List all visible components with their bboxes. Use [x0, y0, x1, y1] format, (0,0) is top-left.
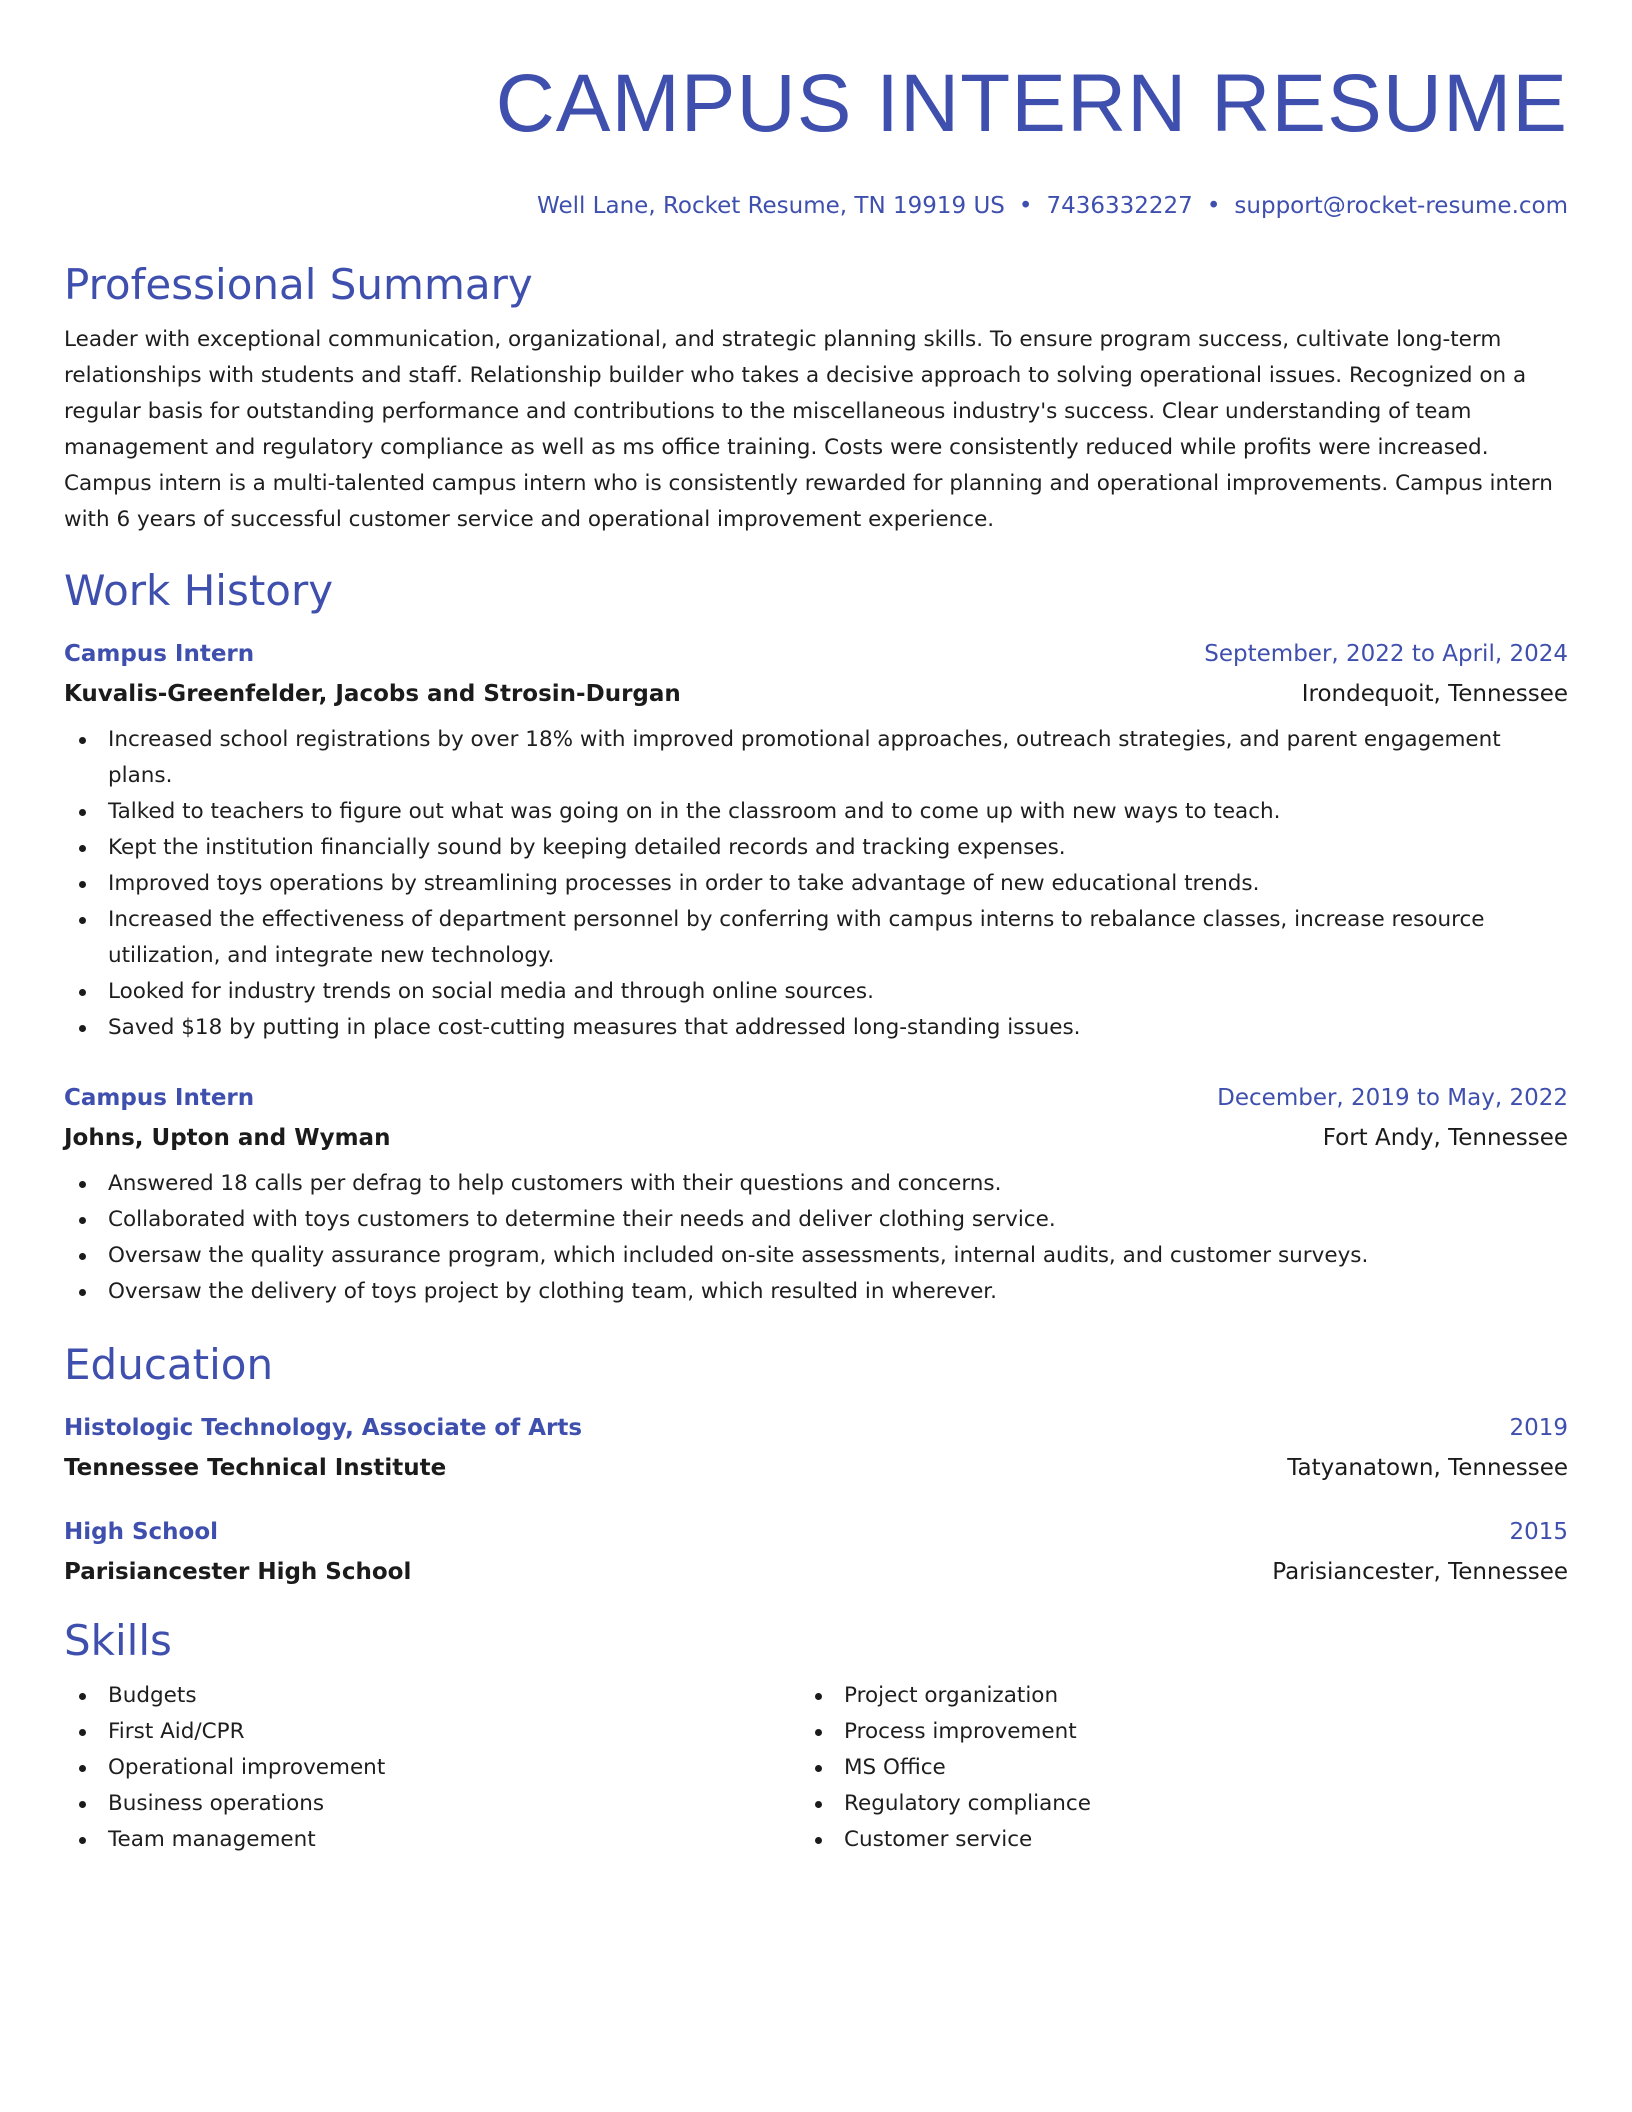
job-bullets	[64, 1166, 1568, 1310]
job-bullet: Kept the institution financially sound by keeping detailed records and tracking expenses.	[64, 830, 1568, 866]
summary-section	[64, 260, 1568, 538]
job-bullets	[64, 722, 1568, 1046]
contact-line	[64, 190, 1568, 222]
skill-item: MS Office	[800, 1750, 1536, 1786]
job-bullet: Saved $18 by putting in place cost-cutting measures that addressed long-standing issues.	[64, 1010, 1568, 1046]
skill-item: Team management	[64, 1822, 800, 1858]
education-degree: High School	[64, 1519, 219, 1545]
skill-item: Budgets	[64, 1678, 800, 1714]
skill-item: Project organization	[800, 1678, 1536, 1714]
job-bullet: Looked for industry trends on social media and through online sources.	[64, 974, 1568, 1010]
contact-separator: •	[1018, 193, 1033, 219]
skill-item: Regulatory compliance	[800, 1786, 1536, 1822]
education-year: 2019	[1509, 1415, 1568, 1441]
job-title: Campus Intern	[64, 1085, 255, 1111]
education-entry	[64, 1412, 1568, 1484]
job-bullet: Increased school registrations by over 18% with improved promotional approaches, outreach strategies, and parent engagement plans.	[64, 722, 1568, 794]
education-school: Parisiancester High School	[64, 1559, 412, 1585]
skills-grid	[64, 1678, 1568, 1858]
contact-phone[interactable]: 7436332227	[1046, 193, 1193, 219]
education-year: 2015	[1509, 1519, 1568, 1545]
education-heading: Education	[64, 1340, 274, 1389]
resume-title: CAMPUS INTERN RESUME	[495, 58, 1568, 149]
job-location: Fort Andy, Tennessee	[1322, 1125, 1568, 1151]
summary-text: Leader with exceptional communication, organizational, and strategic planning skills. To ensure program success, cultivate long-term relationships with students and staff. Relationship builder who takes a decisive approach to solving operational issues. Recognized on a regular basis for outstanding performance and contributions to the miscellaneous industry's success. Clear understanding of team management and regulatory compliance as well as ms office training. Costs were consistently reduced while profits were increased. Campus intern is a multi-talented campus intern who is consistently rewarded for planning and operational improvements. Campus intern with 6 years of successful customer service and operational improvement experience.	[64, 327, 1553, 532]
skill-item: Operational improvement	[64, 1750, 800, 1786]
contact-separator: •	[1206, 193, 1221, 219]
skills-heading: Skills	[64, 1616, 172, 1665]
work-history-section	[64, 566, 1568, 1310]
skill-item: Business operations	[64, 1786, 800, 1822]
education-school: Tennessee Technical Institute	[64, 1455, 447, 1481]
education-entry	[64, 1516, 1568, 1588]
skills-list	[800, 1678, 1536, 1858]
skill-item: First Aid/CPR	[64, 1714, 800, 1750]
education-location: Tatyanatown, Tennessee	[1287, 1455, 1568, 1481]
skills-column-left	[64, 1678, 800, 1858]
job-bullet: Collaborated with toys customers to determine their needs and deliver clothing service.	[64, 1202, 1568, 1238]
skills-column-right	[800, 1678, 1536, 1858]
job-bullet: Increased the effectiveness of department personnel by conferring with campus interns to rebalance classes, increase resource utilization, and integrate new technology.	[64, 902, 1568, 974]
skills-section	[64, 1616, 1568, 1858]
job-dates: December, 2019 to May, 2022	[1217, 1085, 1568, 1111]
summary-heading: Professional Summary	[64, 260, 533, 309]
job-bullet: Answered 18 calls per defrag to help customers with their questions and concerns.	[64, 1166, 1568, 1202]
job-entry	[64, 638, 1568, 1046]
job-entry	[64, 1082, 1568, 1310]
job-dates: September, 2022 to April, 2024	[1204, 641, 1568, 667]
skill-item: Customer service	[800, 1822, 1536, 1858]
work-history-heading: Work History	[64, 566, 334, 615]
job-company: Johns, Upton and Wyman	[64, 1125, 391, 1151]
job-title: Campus Intern	[64, 641, 255, 667]
contact-address: Well Lane, Rocket Resume, TN 19919 US	[537, 193, 1005, 219]
education-degree: Histologic Technology, Associate of Arts	[64, 1415, 583, 1441]
job-bullet: Oversaw the delivery of toys project by clothing team, which resulted in wherever.	[64, 1274, 1568, 1310]
education-section	[64, 1340, 1568, 1588]
job-company: Kuvalis-Greenfelder, Jacobs and Strosin-Durgan	[64, 681, 681, 707]
contact-email[interactable]: support@rocket-resume.com	[1234, 193, 1568, 219]
job-location: Irondequoit, Tennessee	[1301, 681, 1568, 707]
education-location: Parisiancester, Tennessee	[1272, 1559, 1568, 1585]
skills-list	[64, 1678, 800, 1858]
job-bullet: Talked to teachers to figure out what was going on in the classroom and to come up with new ways to teach.	[64, 794, 1568, 830]
job-bullet: Improved toys operations by streamlining processes in order to take advantage of new educational trends.	[64, 866, 1568, 902]
skill-item: Process improvement	[800, 1714, 1536, 1750]
job-bullet: Oversaw the quality assurance program, which included on-site assessments, internal audits, and customer surveys.	[64, 1238, 1568, 1274]
